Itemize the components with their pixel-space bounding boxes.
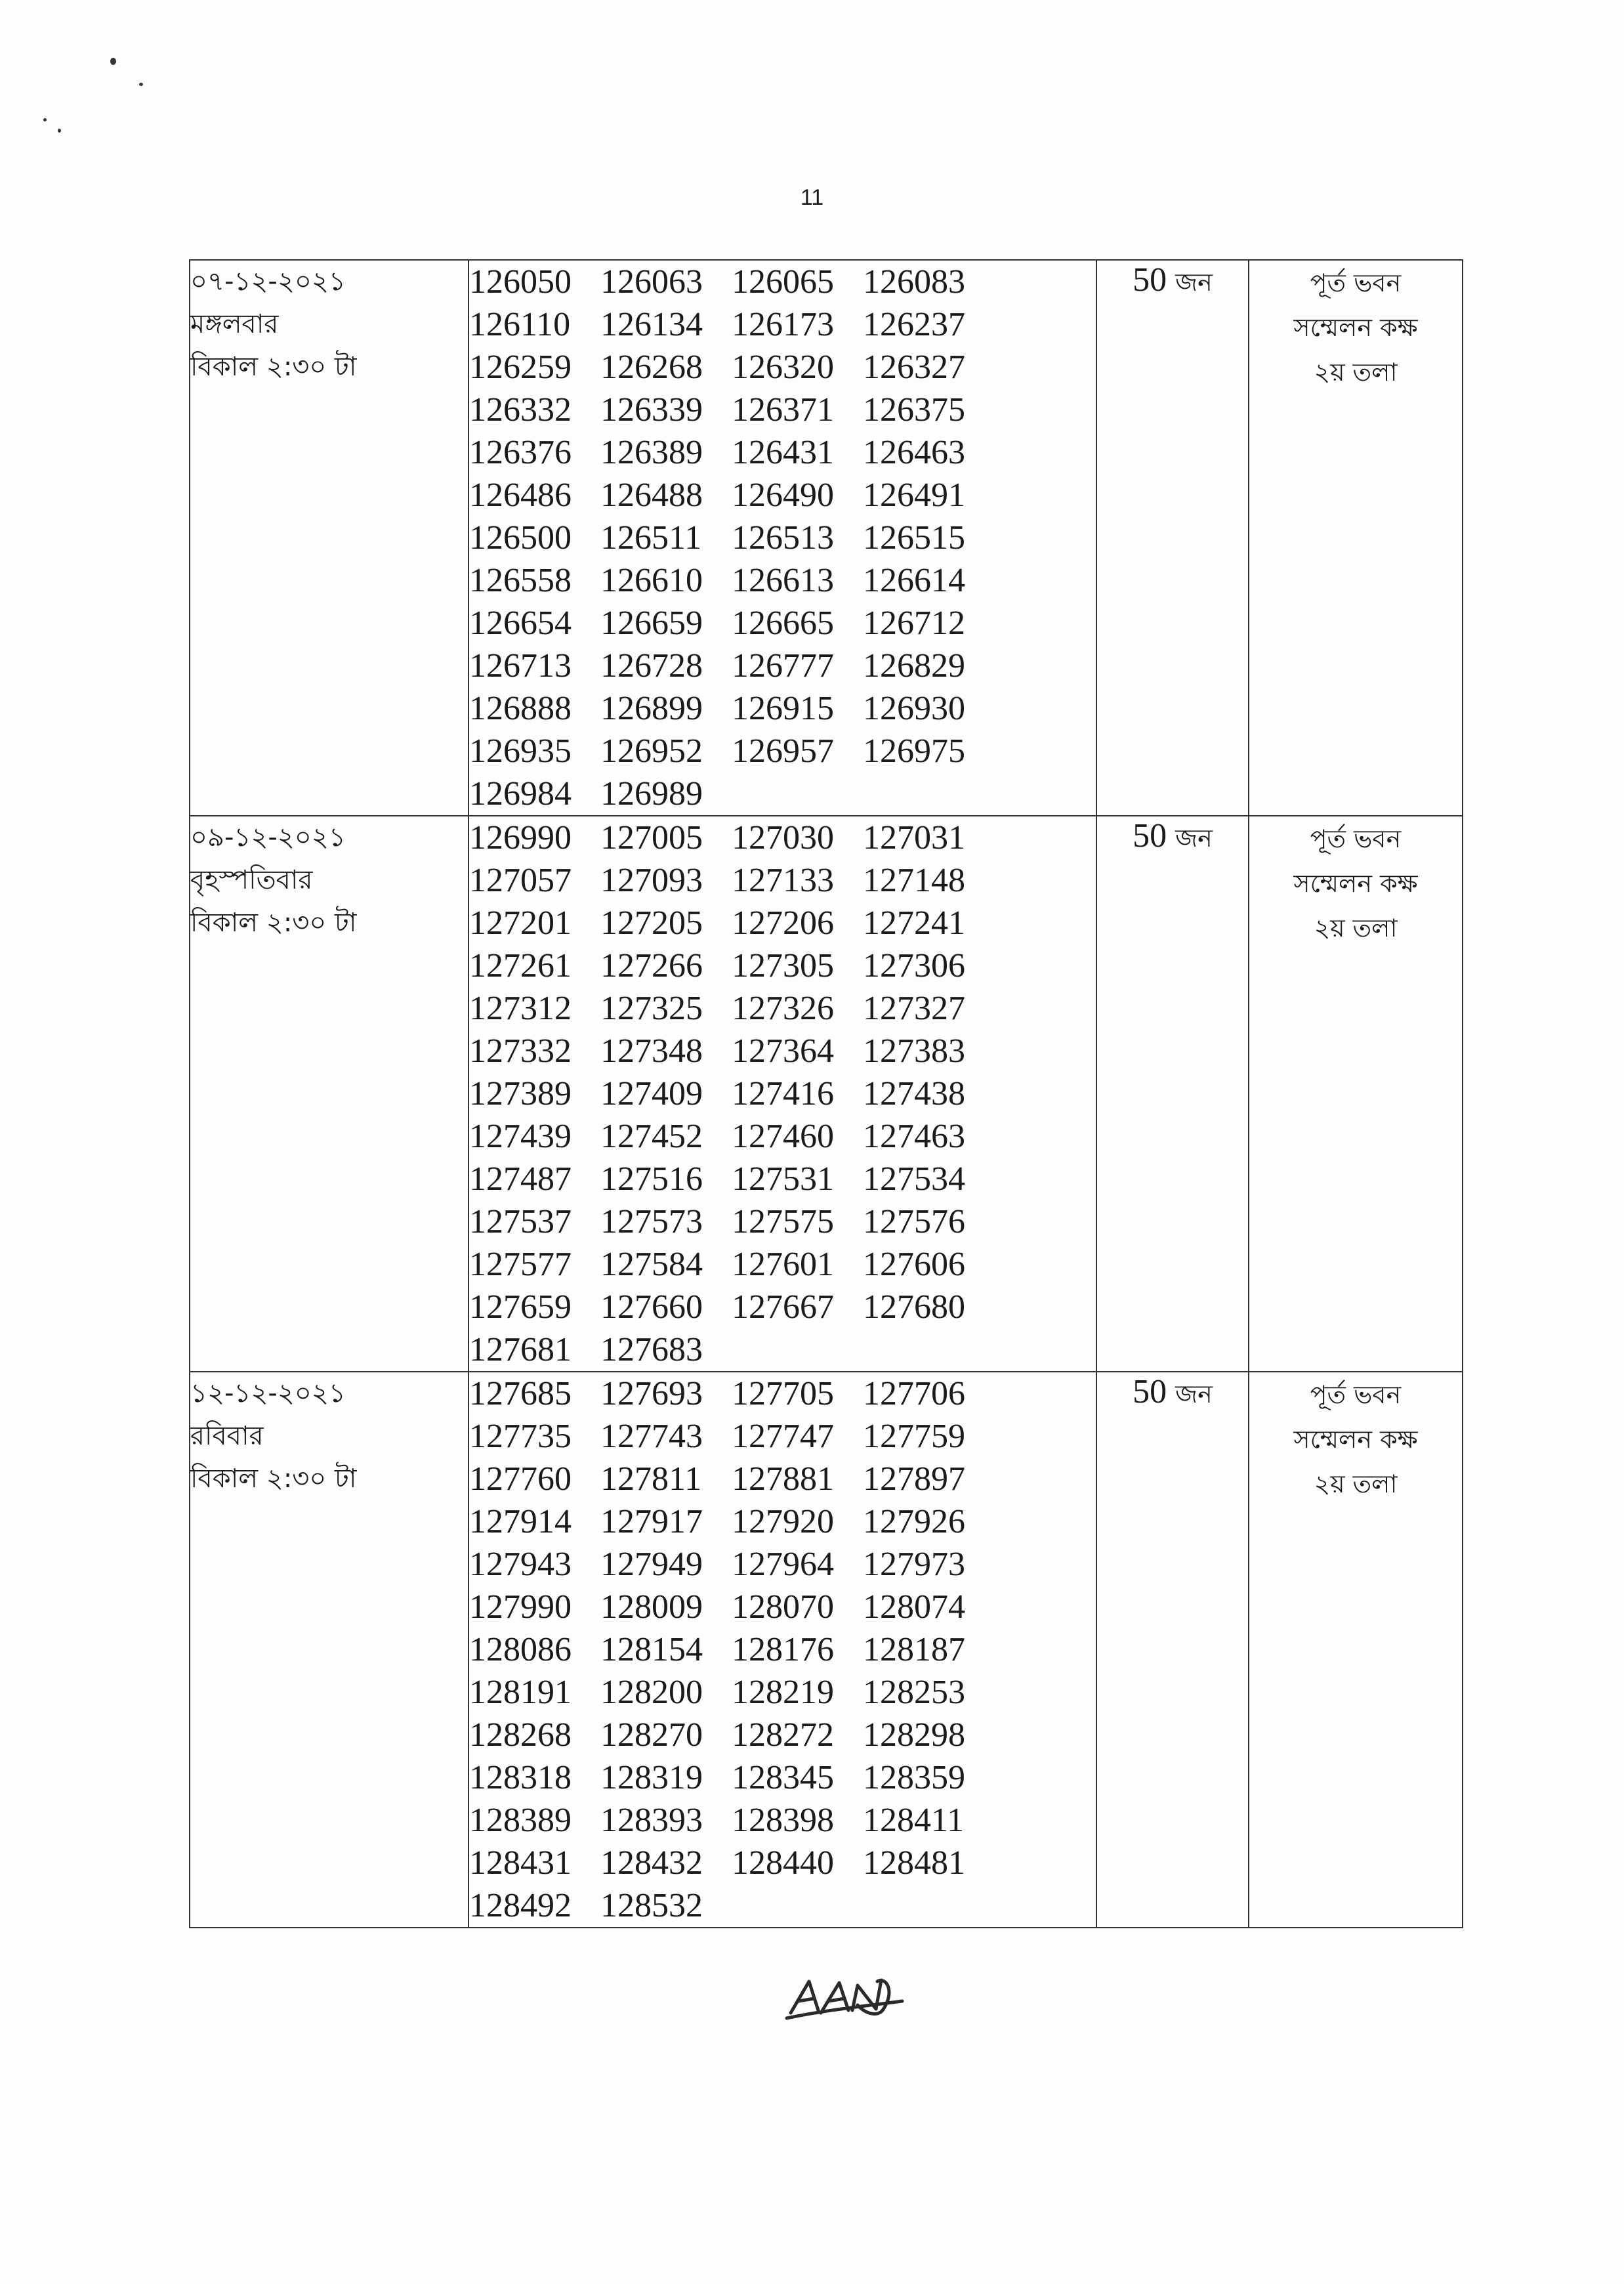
signature [784,1972,909,2031]
roll-number: 127148 [863,862,965,899]
roll-number: 126134 [600,306,703,343]
candidate-count-cell [1096,816,1249,1372]
candidate-count-unit: জন [1175,824,1213,853]
roll-number: 126339 [600,391,703,429]
roll-number: 126110 [469,306,571,343]
venue-line: ২য় তলা [1314,914,1398,942]
exam-time: বিকাল ২:৩০ টা [190,352,357,382]
roll-number: 128086 [469,1631,572,1668]
roll-number: 126614 [863,562,965,599]
roll-number: 126332 [469,391,572,429]
roll-number: 127487 [469,1160,572,1198]
roll-number-line [469,1586,1096,1628]
roll-number: 127681 [469,1331,572,1368]
roll-number-line [469,1884,1096,1927]
roll-number: 127680 [863,1288,965,1326]
roll-number-line [469,517,1096,559]
roll-number: 128191 [469,1674,572,1711]
roll-number: 127659 [469,1288,572,1326]
roll-number-line [469,987,1096,1030]
schedule-body [190,260,1463,1928]
roll-number: 127261 [469,947,572,984]
candidate-count: 50 [1133,1373,1167,1410]
roll-number: 128009 [600,1588,703,1626]
venue-line: ২য় তলা [1314,1470,1398,1498]
roll-number: 127601 [732,1246,834,1283]
roll-number: 127241 [863,904,965,942]
roll-number: 128492 [469,1887,572,1924]
roll-number-line [469,1671,1096,1714]
scan-speck [110,58,116,65]
roll-number: 128481 [863,1844,965,1882]
roll-number: 127759 [863,1418,965,1455]
roll-number: 126984 [469,775,572,813]
roll-number: 126952 [600,732,703,770]
roll-number: 127306 [863,947,965,984]
roll-number-line [469,1500,1096,1543]
page-number: 11 [800,185,824,210]
roll-number: 126173 [732,306,834,343]
roll-number: 127706 [863,1375,965,1412]
roll-number: 128393 [600,1802,703,1839]
roll-number: 127463 [863,1118,965,1155]
roll-number: 127031 [863,819,965,857]
roll-number: 128389 [469,1802,572,1839]
roll-number: 127201 [469,904,572,942]
roll-number: 127943 [469,1546,572,1583]
roll-number: 127057 [469,862,572,899]
roll-number: 128272 [732,1716,834,1754]
roll-number: 127537 [469,1203,572,1240]
roll-number: 127990 [469,1588,572,1626]
roll-number-line [469,1158,1096,1200]
candidate-count-unit: জন [1175,1380,1213,1408]
roll-number: 127030 [732,819,834,857]
roll-number: 128440 [732,1844,834,1882]
roll-number: 126488 [600,476,703,514]
roll-number: 127685 [469,1375,572,1412]
roll-number: 126431 [732,434,834,471]
roll-number: 128154 [600,1631,703,1668]
roll-number: 127747 [732,1418,834,1455]
roll-number: 127705 [732,1375,834,1412]
roll-number: 127897 [863,1460,965,1498]
roll-number-line [469,944,1096,987]
roll-number-line [469,261,1096,303]
venue-line: পূর্ত ভবন [1310,824,1402,853]
roll-number: 126063 [600,263,703,301]
roll-number: 127383 [863,1032,965,1070]
venue-line: পূর্ত ভবন [1310,268,1402,297]
roll-number: 126613 [732,562,834,599]
roll-number: 126268 [600,349,703,386]
roll-number: 127760 [469,1460,572,1498]
roll-number: 128176 [732,1631,834,1668]
roll-number: 126389 [600,434,703,471]
exam-time: বিকাল ২:৩০ টা [190,1464,357,1494]
roll-number: 127326 [732,990,834,1027]
roll-number: 126463 [863,434,965,471]
roll-number: 128219 [732,1674,834,1711]
roll-number: 126990 [469,819,572,857]
exam-time: বিকাল ২:৩০ টা [190,908,357,938]
roll-number-line [469,602,1096,645]
roll-number: 127573 [600,1203,703,1240]
roll-number: 127577 [469,1246,572,1283]
roll-number: 127575 [732,1203,834,1240]
roll-number: 128200 [600,1674,703,1711]
roll-number-line [469,687,1096,730]
roll-number: 127460 [732,1118,834,1155]
roll-number: 127364 [732,1032,834,1070]
roll-number: 126888 [469,690,572,727]
roll-number: 127409 [600,1075,703,1112]
venue-line: সম্মেলন কক্ষ [1293,869,1418,898]
roll-number-line [469,1115,1096,1158]
roll-number: 127332 [469,1032,572,1070]
roll-number: 126712 [863,604,965,642]
roll-number-line [469,1328,1096,1371]
roll-number-line [469,1543,1096,1586]
roll-number: 126659 [600,604,703,642]
roll-number-line [469,1842,1096,1884]
roll-number: 127348 [600,1032,703,1070]
roll-number-line [469,303,1096,346]
schedule-row [190,260,1463,816]
roll-number: 126975 [863,732,965,770]
roll-number: 127584 [600,1246,703,1283]
roll-number: 127389 [469,1075,572,1112]
roll-number-line [469,816,1096,859]
roll-number: 127811 [600,1460,702,1498]
scan-speck [58,129,61,133]
roll-number: 128070 [732,1588,834,1626]
roll-number-line [469,772,1096,815]
roll-number: 126899 [600,690,703,727]
roll-number: 127312 [469,990,572,1027]
roll-number: 126915 [732,690,834,727]
roll-number: 126376 [469,434,572,471]
roll-number: 126777 [732,647,834,685]
roll-numbers-cell [468,816,1096,1372]
exam-date: ১২-১২-২০২১ [190,1378,346,1408]
roll-number: 128270 [600,1716,703,1754]
roll-number: 127305 [732,947,834,984]
venue-line: সম্মেলন কক্ষ [1293,313,1418,342]
roll-number-line [469,1243,1096,1286]
date-time-cell [190,1372,468,1928]
roll-number: 127735 [469,1418,572,1455]
roll-number: 127093 [600,862,703,899]
roll-number-line [469,559,1096,602]
roll-number: 128074 [863,1588,965,1626]
roll-number: 126065 [732,263,834,301]
roll-number: 127964 [732,1546,834,1583]
roll-number: 128268 [469,1716,572,1754]
roll-number: 126930 [863,690,965,727]
scan-speck [139,83,143,86]
schedule-row [190,1372,1463,1928]
roll-number: 128359 [863,1759,965,1796]
roll-number: 127534 [863,1160,965,1198]
venue-cell [1249,260,1463,816]
roll-number-line [469,1030,1096,1072]
roll-number: 127693 [600,1375,703,1412]
roll-number: 128431 [469,1844,572,1882]
roll-number: 127576 [863,1203,965,1240]
roll-number: 127452 [600,1118,703,1155]
date-time-cell [190,816,468,1372]
roll-number-line [469,474,1096,517]
roll-number: 126490 [732,476,834,514]
roll-number: 126500 [469,519,572,557]
exam-schedule-table [189,259,1463,1928]
roll-number: 126237 [863,306,965,343]
roll-number: 127914 [469,1503,572,1540]
roll-number: 126610 [600,562,703,599]
roll-number-line [469,1458,1096,1500]
exam-day: বৃহস্পতিবার [190,865,313,895]
roll-number: 126259 [469,349,572,386]
roll-number: 127206 [732,904,834,942]
date-time-cell [190,260,468,816]
venue-cell [1249,1372,1463,1928]
roll-number: 127438 [863,1075,965,1112]
roll-number: 126511 [600,519,702,557]
roll-number: 126935 [469,732,572,770]
candidate-count-cell [1096,260,1249,816]
roll-number: 128298 [863,1716,965,1754]
roll-number: 126728 [600,647,703,685]
roll-numbers-cell [468,1372,1096,1928]
roll-number-line [469,730,1096,772]
roll-number: 126513 [732,519,834,557]
roll-number: 126713 [469,647,572,685]
roll-number-line [469,1200,1096,1243]
roll-number: 126957 [732,732,834,770]
roll-numbers-cell [468,260,1096,816]
roll-number: 127660 [600,1288,703,1326]
roll-number: 127920 [732,1503,834,1540]
roll-number: 127949 [600,1546,703,1583]
candidate-count: 50 [1133,261,1167,299]
roll-number-line [469,1072,1096,1115]
roll-number: 127881 [732,1460,834,1498]
roll-number: 126327 [863,349,965,386]
roll-number: 128532 [600,1887,703,1924]
venue-line: সম্মেলন কক্ষ [1293,1425,1418,1454]
roll-number: 127133 [732,862,834,899]
roll-number: 126665 [732,604,834,642]
exam-day: মঙ্গলবার [190,309,279,339]
roll-number: 126050 [469,263,572,301]
roll-number: 127439 [469,1118,572,1155]
roll-number: 128319 [600,1759,703,1796]
roll-number: 128411 [863,1802,965,1839]
roll-number: 126989 [600,775,703,813]
venue-line: পূর্ত ভবন [1310,1380,1402,1409]
roll-number: 127205 [600,904,703,942]
roll-number-line [469,1799,1096,1842]
candidate-count-unit: জন [1175,268,1213,297]
venue-line: ২য় তলা [1314,358,1398,387]
roll-number: 128318 [469,1759,572,1796]
roll-number: 128398 [732,1802,834,1839]
roll-number: 127683 [600,1331,703,1368]
roll-number: 128187 [863,1631,965,1668]
roll-number-line [469,389,1096,431]
roll-number-line [469,1756,1096,1799]
roll-number: 127005 [600,819,703,857]
roll-number: 126558 [469,562,572,599]
roll-number-line [469,859,1096,902]
candidate-count: 50 [1133,817,1167,855]
roll-number-line [469,346,1096,389]
roll-number: 126486 [469,476,572,514]
roll-number: 126320 [732,349,834,386]
roll-number-line [469,1415,1096,1458]
roll-number: 127416 [732,1075,834,1112]
roll-number: 128253 [863,1674,965,1711]
candidate-count-cell [1096,1372,1249,1928]
roll-number: 126491 [863,476,965,514]
roll-number-line [469,645,1096,687]
roll-number: 126083 [863,263,965,301]
roll-number-line [469,1628,1096,1671]
roll-number: 126654 [469,604,572,642]
roll-number-line [469,431,1096,474]
roll-number: 127917 [600,1503,703,1540]
roll-number: 128432 [600,1844,703,1882]
exam-date: ০৭-১২-২০২১ [190,266,346,297]
schedule-row [190,816,1463,1372]
roll-number-line [469,1372,1096,1415]
roll-number: 127266 [600,947,703,984]
roll-number: 127325 [600,990,703,1027]
exam-day: রবিবার [190,1421,264,1451]
roll-number: 128345 [732,1759,834,1796]
venue-cell [1249,816,1463,1372]
exam-date: ০৯-১২-২০২১ [190,822,346,853]
roll-number-line [469,902,1096,944]
roll-number: 127667 [732,1288,834,1326]
roll-number: 127743 [600,1418,703,1455]
roll-number: 127516 [600,1160,703,1198]
roll-number: 127327 [863,990,965,1027]
roll-number-line [469,1714,1096,1756]
roll-number: 127531 [732,1160,834,1198]
roll-number-line [469,1286,1096,1328]
roll-number: 126829 [863,647,965,685]
roll-number: 127606 [863,1246,965,1283]
roll-number: 126371 [732,391,834,429]
roll-number: 127926 [863,1503,965,1540]
roll-number: 127973 [863,1546,965,1583]
scan-speck [43,118,47,121]
roll-number: 126515 [863,519,965,557]
roll-number: 126375 [863,391,965,429]
